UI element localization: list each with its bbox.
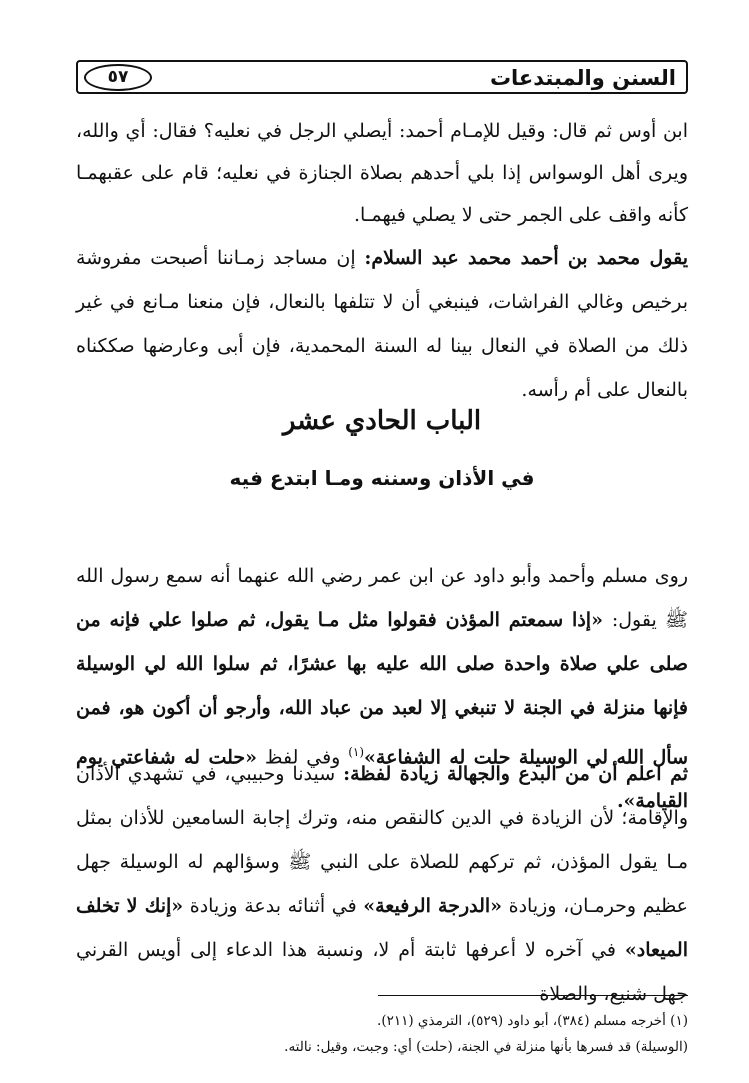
paragraph-4-text-3: في آخره لا أعرفها ثابتة أم لا، ونسبة هذا الدعاء إلى أويس القرني جهل شنيع، والصلاة [76,939,688,1005]
header-title: السنن والمبتدعات [489,66,676,90]
paragraph-4 [76,752,688,1016]
hadith-mid: وفي لفظ [257,746,349,769]
paragraph-4-text-2: في أثنائه بدعة وزيادة [183,895,364,917]
paragraph-4-lead: ثم اعلم أن من البدع والجهالة زيادة لفظة: [343,763,689,785]
quote-high-rank: «الدرجة الرفيعة» [363,895,503,917]
footnote-divider [378,995,688,996]
footnote-ref: (١) [348,745,365,759]
chapter-subtitle: في الأذان وسننه ومـا ابتدع فيه [229,466,535,490]
footnote-1: (١) أخرجه مسلم (٣٨٤)، أبو داود (٥٢٩)، الترمذي (٢١١). [377,1013,688,1029]
speaker-name: يقول محمد بن أحمد محمد عبد السلام: [364,247,688,269]
paragraph-2 [76,236,688,412]
paragraph-2-text: إن مساجد زمـاننا أصبحت مفروشة برخيص وغالي الفراشات، فينبغي أن لا تتلفها بالنعال، فإن منعنا مـانع في غير ذلك من الصلاة في النعال بينا له السنة المحمدية، فإن أبى وعارضها صككناه بالنعال على أم رأسه. [76,247,688,401]
paragraph-1 [76,110,688,236]
running-header [76,60,688,94]
hadith-quote: «حلت له شفاعتي يوم القيامة». [76,746,688,813]
paragraph-4-text-1: سيدنا وحبيبي، في تشهدي الأذان والإقامة؛ لأن الزيادة في الدين كالنقص منه، وترك إجابة السامعين للأذان بمثل مـا يقول المؤذن، ثم تركهم للصلاة على النبي ﷺ وسؤالهم له الوسيلة جهل عظيم وحرمـان، وزيادة [76,763,689,917]
paragraph-1-text: ابن أوس ثم قال: وقيل للإمـام أحمد: أيصلي الرجل في نعليه؟ فقال: أي والله، ويرى أهل الوسواس إذا بلي أحدهم بصلاة الجنازة في نعليه؛ قام على عقبهمـا كأنه واقف على الجمر حتى لا يصلي فيهمـا. [76,120,688,226]
chapter-title: الباب الحادي عشر [282,406,482,436]
hadith-intro: روى مسلم وأحمد وأبو داود عن ابن عمر رضي الله عنهما أنه سمع رسول الله ﷺ يقول: [76,565,688,631]
quote-promise: «إنك لا تخلف الميعاد» [76,895,688,961]
hadith-text: «إذا سمعتم المؤذن فقولوا مثل مـا يقول، ثم صلوا علي فإنه من صلى علي صلاة واحدة صلى الله عليه بها عشرًا، ثم سلوا الله لي الوسيلة فإنها منزلة في الجنة لا تنبغي إلا لعبد من عباد الله، وأرجو أن أكون هو، فمن سأل الله لي الوسيلة حلت له الشفاعة» [76,609,688,769]
page-number: ٥٧ [84,64,152,91]
footnotes [76,1008,688,1060]
footnote-2: (الوسيلة) قد فسرها بأنها منزلة في الجنة، (حلت) أي: وجبت، وقيل: نالته. [284,1039,688,1055]
